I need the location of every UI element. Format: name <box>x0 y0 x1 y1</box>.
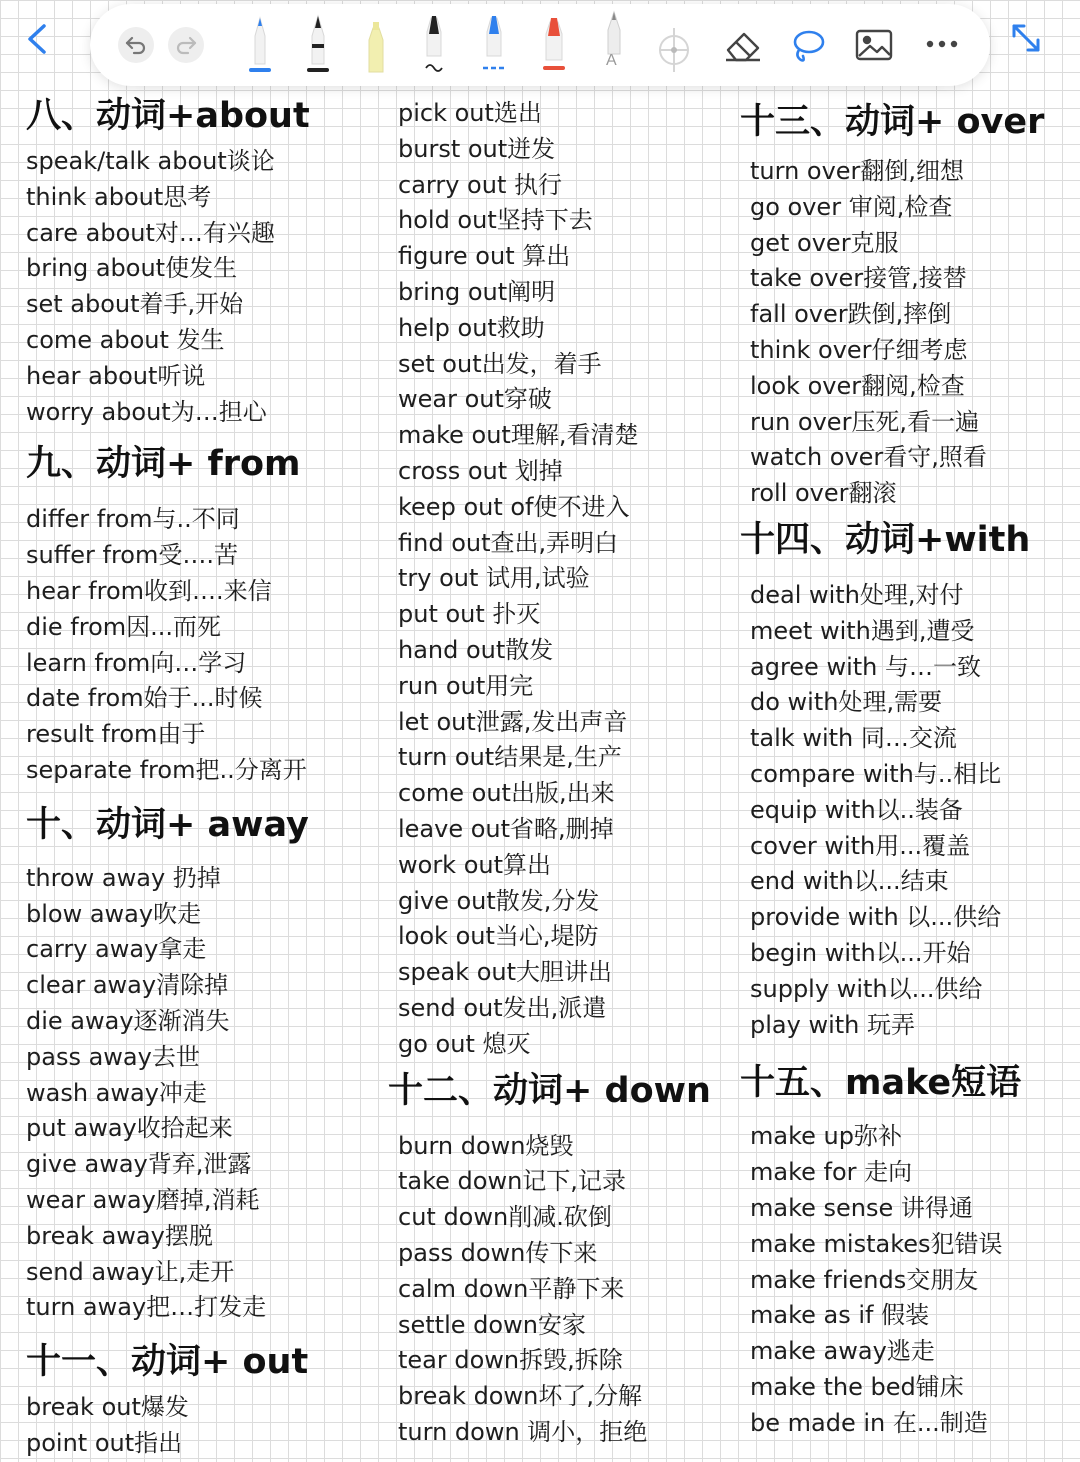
list-item: let out泄露,发出声音 <box>398 707 628 736</box>
list-item: put away收拾起来 <box>26 1114 233 1143</box>
list-item: throw away 扔掉 <box>26 863 221 892</box>
text-tool-label: A <box>606 52 617 69</box>
section-heading: 十二、动词+ down <box>388 1070 711 1111</box>
list-item: cut down削减.砍倒 <box>398 1203 612 1232</box>
list-item: burn down烧毁 <box>398 1131 574 1160</box>
list-item: make friends交朋友 <box>750 1265 979 1294</box>
list-item: take over接管,接替 <box>750 264 967 293</box>
list-item: give away背弃,泄露 <box>26 1150 252 1179</box>
section-heading: 十三、动词+ over <box>740 102 1045 142</box>
list-item: watch over看守,照看 <box>750 443 987 472</box>
list-item: turn out结果是,生产 <box>398 743 622 772</box>
list-item: clear away清除掉 <box>26 971 229 1000</box>
list-item: take down记下,记录 <box>398 1167 626 1196</box>
list-item: compare with与..相比 <box>750 759 1002 788</box>
list-item: break away摆脱 <box>26 1221 213 1250</box>
redo-icon[interactable] <box>168 27 204 63</box>
ruler-pointer-icon[interactable] <box>656 14 692 78</box>
section-heading: 十四、动词+with <box>740 519 1031 560</box>
list-item: keep out of使不进入 <box>398 492 630 521</box>
list-item: wear out穿破 <box>398 385 552 414</box>
list-item: leave out省略,删掉 <box>398 814 614 843</box>
list-item: result from由于 <box>26 720 206 749</box>
back-chevron-icon[interactable] <box>24 22 50 60</box>
list-item: look out当心,堤防 <box>398 922 599 951</box>
list-item: make away逃走 <box>750 1337 935 1366</box>
list-item: try out 试用,试验 <box>398 564 590 593</box>
list-item: help out救助 <box>398 313 545 342</box>
list-item: think about思考 <box>26 182 212 211</box>
list-item: make as if 假装 <box>750 1301 930 1330</box>
list-item: make out理解,看清楚 <box>398 421 639 450</box>
list-item: pass down传下来 <box>398 1238 598 1267</box>
drawing-toolbar <box>90 4 990 86</box>
list-item: agree with 与…一致 <box>750 652 981 681</box>
list-item: be made in 在...制造 <box>750 1408 988 1437</box>
undo-icon[interactable] <box>118 27 154 63</box>
list-item: put out 扑灭 <box>398 600 541 629</box>
list-item: bring out阐明 <box>398 277 556 306</box>
notes-column-middle <box>388 96 711 1451</box>
list-item: fall over跌倒,摔倒 <box>750 300 952 329</box>
list-item: pick out选出 <box>398 99 542 127</box>
section-heading: 十、动词+ away <box>26 804 309 845</box>
list-item: talk with 同…交流 <box>750 724 957 753</box>
dashed-pen-icon[interactable] <box>480 10 508 78</box>
more-icon[interactable] <box>924 32 960 56</box>
list-item: meet with遇到,遭受 <box>750 616 975 645</box>
list-item: deal with处理,对付 <box>750 580 964 609</box>
list-item: differ from与..不同 <box>26 505 240 534</box>
list-item: pass away去世 <box>26 1042 200 1071</box>
list-item: hear from收到….来信 <box>26 576 272 605</box>
list-item: set about着手,开始 <box>26 290 244 319</box>
list-item: give out散发,分发 <box>398 886 600 915</box>
list-item: make for 走向 <box>750 1158 913 1187</box>
list-item: come out出版,出来 <box>398 779 615 808</box>
list-item: hear about听说 <box>26 361 206 390</box>
section-heading: 八、动词+about <box>26 96 310 136</box>
list-item: send away让,走开 <box>26 1257 235 1286</box>
list-item: run over压死,看一遍 <box>750 407 980 436</box>
expand-icon[interactable] <box>1008 20 1044 60</box>
list-item: make mistakes犯错误 <box>750 1229 1003 1258</box>
list-item: speak out大胆讲出 <box>398 958 613 987</box>
list-item: calm down平静下来 <box>398 1274 625 1303</box>
list-item: wear away磨掉,消耗 <box>26 1185 260 1214</box>
list-item: supply with以...供给 <box>750 974 983 1003</box>
image-icon[interactable] <box>854 28 894 62</box>
fine-pen-icon[interactable] <box>246 14 274 78</box>
list-item: turn over翻倒,细想 <box>750 157 965 185</box>
list-item: go over 审阅,检查 <box>750 192 953 221</box>
list-item: turn down 调小，拒绝 <box>398 1417 648 1446</box>
list-item: figure out 算出 <box>398 242 571 271</box>
list-item: set out出发，着手 <box>398 349 602 378</box>
section-heading: 十五、make短语 <box>740 1063 1022 1104</box>
ink-pen-icon[interactable] <box>304 14 332 78</box>
list-item: speak/talk about谈论 <box>26 147 275 175</box>
list-item: suffer from受….苦 <box>26 541 238 570</box>
list-item: turn away把…打发走 <box>26 1293 267 1322</box>
list-item: burst out迸发 <box>398 134 556 163</box>
list-item: roll over翻滚 <box>750 479 897 508</box>
list-item: provide with 以...供给 <box>750 903 1002 932</box>
list-item: get over克服 <box>750 228 899 257</box>
list-item: make the bed铺床 <box>750 1372 964 1401</box>
list-item: come about 发生 <box>26 325 225 354</box>
list-item: wash away冲走 <box>26 1078 207 1107</box>
list-item: end with以...结束 <box>750 867 949 896</box>
list-item: date from始于...时候 <box>26 684 263 713</box>
list-item: settle down安家 <box>398 1310 586 1339</box>
notes-column-left <box>26 88 310 1462</box>
eraser-icon[interactable] <box>722 26 764 64</box>
list-item: send out发出,派遣 <box>398 993 607 1022</box>
list-item: go out 熄灭 <box>398 1029 531 1058</box>
list-item: run out用完 <box>398 671 534 700</box>
highlighter-icon[interactable] <box>362 14 390 78</box>
list-item: die from因...而死 <box>26 612 222 641</box>
list-item: look over翻阅,检查 <box>750 371 965 400</box>
list-item: worry about为…担心 <box>26 397 267 426</box>
list-item: begin with以...开始 <box>750 938 971 967</box>
list-item: learn from向…学习 <box>26 648 247 677</box>
section-heading: 九、动词+ from <box>26 444 301 485</box>
list-item: tear down拆毁,拆除 <box>398 1346 623 1375</box>
list-item: make sense 讲得通 <box>750 1193 973 1222</box>
list-item: break out爆发 <box>26 1393 189 1422</box>
list-item: work out算出 <box>398 850 552 879</box>
list-item: play with 玩弄 <box>750 1010 915 1039</box>
list-item: make up弥补 <box>750 1122 902 1151</box>
list-item: blow away吹走 <box>26 899 202 928</box>
section-heading: 十一、动词+ out <box>26 1342 309 1383</box>
brush-pen-icon[interactable] <box>420 10 448 78</box>
list-item: cover with用...覆盖 <box>750 831 971 860</box>
list-item: break down坏了,分解 <box>398 1382 642 1411</box>
list-item: hand out散发 <box>398 635 554 664</box>
lasso-icon[interactable] <box>788 26 828 66</box>
list-item: hold out坚持下去 <box>398 206 593 235</box>
list-item: cross out 划掉 <box>398 456 563 485</box>
list-item: separate from把..分离开 <box>26 755 307 784</box>
notes-column-right <box>740 94 1044 1442</box>
list-item: think over仔细考虑 <box>750 335 968 364</box>
list-item: carry away拿走 <box>26 935 207 964</box>
text-pencil-icon[interactable] <box>600 10 628 78</box>
list-item: carry out 执行 <box>398 170 562 199</box>
list-item: point out指出 <box>26 1428 183 1457</box>
list-item: equip with以..装备 <box>750 795 963 824</box>
marker-pen-icon[interactable] <box>540 10 568 78</box>
list-item: die away逐渐消失 <box>26 1006 230 1035</box>
list-item: find out查出,弄明白 <box>398 528 619 557</box>
list-item: bring about使发生 <box>26 254 238 283</box>
list-item: care about对…有兴趣 <box>26 218 275 247</box>
list-item: do with处理,需要 <box>750 688 943 717</box>
